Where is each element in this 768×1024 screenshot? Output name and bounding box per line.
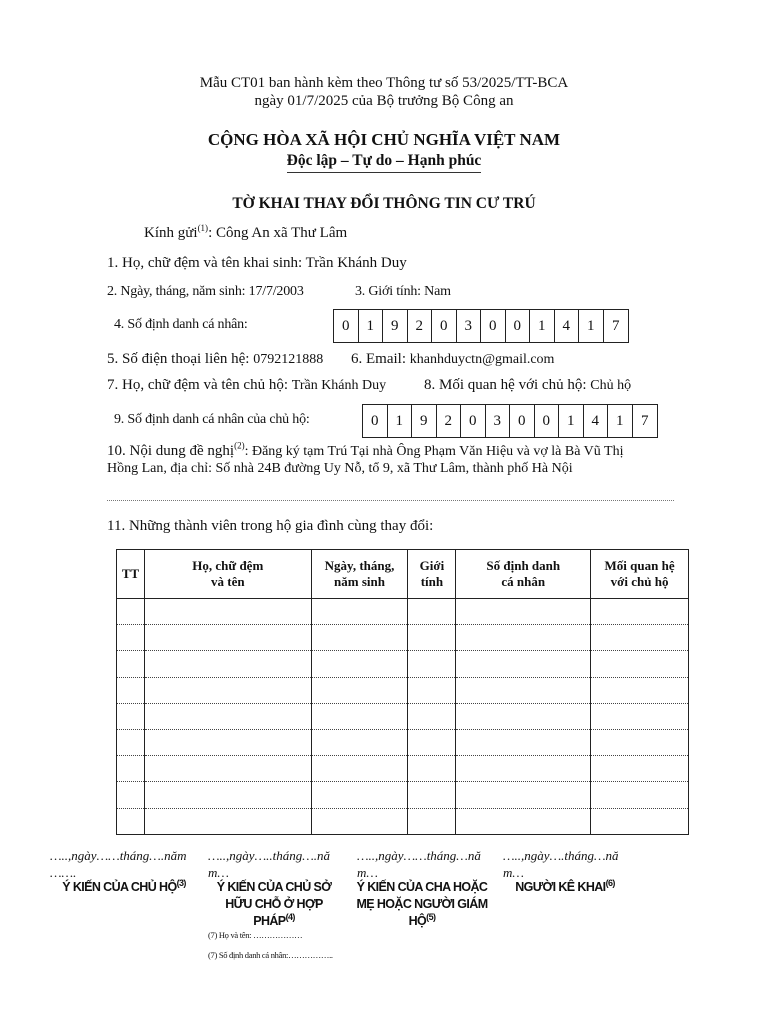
field-phone-value: 0792121888 bbox=[253, 352, 324, 367]
table-cell bbox=[117, 729, 145, 755]
table-cell bbox=[408, 782, 456, 808]
head-id-digit: 0 bbox=[461, 405, 486, 437]
field-request bbox=[107, 442, 623, 460]
table-cell bbox=[144, 599, 311, 625]
id-digit: 2 bbox=[408, 310, 433, 342]
table-cell bbox=[591, 729, 689, 755]
head-id-digit: 0 bbox=[510, 405, 535, 437]
table-cell bbox=[117, 599, 145, 625]
table-row bbox=[117, 651, 689, 677]
head-id-digit: 9 bbox=[412, 405, 437, 437]
head-id-digit: 0 bbox=[535, 405, 560, 437]
table-cell bbox=[311, 651, 408, 677]
table-cell bbox=[144, 782, 311, 808]
table-cell bbox=[591, 703, 689, 729]
field-head-id-label: 9. Số định danh cá nhân của chủ hộ: bbox=[114, 412, 310, 427]
field-id-digits bbox=[333, 309, 629, 343]
motto-wrap bbox=[0, 152, 768, 170]
head-id-digit: 1 bbox=[388, 405, 413, 437]
table-cell bbox=[591, 625, 689, 651]
field-email bbox=[351, 351, 554, 368]
field-request-footnote: (2) bbox=[234, 440, 245, 451]
field-members-label: 11. Những thành viên trong hộ gia đình cùng thay đổi: bbox=[107, 518, 434, 534]
head-id-digit: 2 bbox=[437, 405, 462, 437]
table-cell bbox=[591, 599, 689, 625]
sig-household-head-date: …..,ngày……tháng….năm ……. bbox=[50, 848, 187, 880]
field-birth-name bbox=[107, 255, 407, 272]
table-cell bbox=[117, 677, 145, 703]
table-cell bbox=[456, 703, 591, 729]
field-id-label: 4. Số định danh cá nhân: bbox=[114, 317, 248, 332]
table-cell bbox=[456, 677, 591, 703]
id-digit: 0 bbox=[334, 310, 359, 342]
table-cell bbox=[311, 782, 408, 808]
table-cell bbox=[408, 703, 456, 729]
table-cell bbox=[591, 651, 689, 677]
table-cell bbox=[144, 625, 311, 651]
table-cell bbox=[456, 808, 591, 834]
table-cell bbox=[456, 651, 591, 677]
table-cell bbox=[311, 599, 408, 625]
sig-declarant-date: …..,ngày….tháng…nă m… bbox=[503, 848, 619, 880]
members-table bbox=[116, 549, 689, 835]
table-cell bbox=[456, 625, 591, 651]
table-cell bbox=[311, 625, 408, 651]
table-cell bbox=[311, 808, 408, 834]
table-cell bbox=[408, 625, 456, 651]
field-email-label: 6. Email: bbox=[351, 351, 410, 367]
id-digit: 7 bbox=[612, 317, 620, 334]
recipient-value: : Công An xã Thư Lâm bbox=[208, 225, 348, 241]
table-cell bbox=[144, 756, 311, 782]
field-request-label: 10. Nội dung đề nghị bbox=[107, 443, 235, 459]
table-cell bbox=[117, 808, 145, 834]
document-title: TỜ KHAI THAY ĐỔI THÔNG TIN CƯ TRÚ bbox=[232, 195, 536, 212]
field-birth-name-value: Trần Khánh Duy bbox=[305, 255, 407, 271]
form-note-2: ngày 01/7/2025 của Bộ trưởng Bộ Công an bbox=[254, 93, 514, 109]
table-row bbox=[117, 677, 689, 703]
field-gender-value: Nam bbox=[424, 284, 451, 299]
table-cell bbox=[591, 808, 689, 834]
table-row bbox=[117, 756, 689, 782]
table-row bbox=[117, 599, 689, 625]
sig-owner-note-name: (7) Họ và tên: ……………… bbox=[208, 930, 303, 940]
table-cell bbox=[144, 808, 311, 834]
table-cell bbox=[591, 782, 689, 808]
field-dob bbox=[107, 284, 304, 300]
sig-owner-date: …..,ngày…..tháng….nă m… bbox=[208, 848, 331, 880]
field-phone bbox=[107, 351, 323, 368]
table-cell bbox=[144, 729, 311, 755]
field-relationship-label: 8. Mối quan hệ với chủ hộ: bbox=[424, 377, 591, 393]
field-household-head-label: 7. Họ, chữ đệm và tên chủ hộ: bbox=[107, 377, 292, 393]
nation-title: CỘNG HÒA XÃ HỘI CHỦ NGHĨA VIỆT NAM bbox=[207, 130, 561, 149]
table-cell bbox=[117, 651, 145, 677]
recipient-line bbox=[144, 225, 347, 242]
field-gender bbox=[355, 284, 451, 300]
id-digit: 0 bbox=[432, 310, 457, 342]
table-cell bbox=[591, 677, 689, 703]
head-id-digit: 1 bbox=[608, 405, 633, 437]
head-id-digit: 0 bbox=[363, 405, 388, 437]
head-id-digit: 3 bbox=[486, 405, 511, 437]
table-cell bbox=[117, 625, 145, 651]
id-digit: 1 bbox=[579, 310, 604, 342]
form-note-1: Mẫu CT01 ban hành kèm theo Thông tư số 53/2025/TT-BCA bbox=[199, 75, 569, 91]
table-cell bbox=[311, 729, 408, 755]
field-gender-label: 3. Giới tính: bbox=[355, 284, 425, 299]
table-cell bbox=[311, 703, 408, 729]
field-relationship bbox=[424, 377, 631, 394]
field-relationship-value: Chủ hộ bbox=[590, 378, 632, 393]
table-cell bbox=[408, 599, 456, 625]
field-email-value: khanhduyctn@gmail.com bbox=[409, 352, 555, 367]
id-digit: 9 bbox=[383, 310, 408, 342]
table-row bbox=[117, 782, 689, 808]
head-id-digit: 1 bbox=[559, 405, 584, 437]
table-row bbox=[117, 703, 689, 729]
id-digit: 3 bbox=[457, 310, 482, 342]
table-cell bbox=[144, 651, 311, 677]
sig-guardian-date: …..,ngày……tháng…nă m… bbox=[357, 848, 481, 880]
head-id-digit: 4 bbox=[584, 405, 609, 437]
field-request-value-2: Hồng Lan, địa chỉ: Số nhà 24B đường Uy Nỗ, tổ 9, xã Thư Lâm, thành phố Hà Nội bbox=[107, 461, 573, 476]
table-cell bbox=[408, 729, 456, 755]
col-header-index: TT bbox=[117, 550, 145, 599]
sig-owner-title: Ý KIẾN CỦA CHỦ SỞ HỮU CHỖ Ở HỢP PHÁP$^{(4)}$ bbox=[216, 880, 332, 928]
recipient-label: Kính gửi bbox=[144, 225, 198, 241]
table-row bbox=[117, 729, 689, 755]
recipient-footnote: (1) bbox=[197, 223, 209, 233]
table-cell bbox=[117, 782, 145, 808]
table-cell bbox=[456, 756, 591, 782]
head-id-digit: 7 bbox=[641, 412, 649, 429]
field-request-value-1: : Đăng ký tạm Trú Tại nhà Ông Phạm Văn Hiệu và vợ là Bà Vũ Thị bbox=[244, 444, 624, 459]
col-header-name: Họ, chữ đệm và tên bbox=[144, 550, 311, 599]
table-cell bbox=[408, 756, 456, 782]
id-digit: 0 bbox=[506, 310, 531, 342]
sig-owner-note-id: (7) Số định danh cá nhân:…………….. bbox=[208, 950, 333, 960]
table-cell bbox=[591, 756, 689, 782]
col-header-id: Số định danh cá nhân bbox=[456, 550, 591, 599]
col-header-dob: Ngày, tháng, năm sinh bbox=[311, 550, 408, 599]
field-dob-label: 2. Ngày, tháng, năm sinh: bbox=[107, 284, 249, 299]
table-cell bbox=[117, 703, 145, 729]
field-head-id-digits bbox=[362, 404, 658, 438]
table-cell bbox=[408, 651, 456, 677]
col-header-relationship: Mối quan hệ với chủ hộ bbox=[591, 550, 689, 599]
id-digit: 1 bbox=[530, 310, 555, 342]
motto: Độc lập – Tự do – Hạnh phúc bbox=[287, 152, 482, 173]
table-cell bbox=[456, 729, 591, 755]
table-cell bbox=[456, 782, 591, 808]
table-row bbox=[117, 625, 689, 651]
table-row bbox=[117, 808, 689, 834]
sig-household-head-title: Ý KIẾN CỦA CHỦ HỘ$^{(3)}$ bbox=[62, 877, 186, 894]
table-header-row bbox=[117, 550, 689, 599]
table-cell bbox=[144, 677, 311, 703]
field-phone-label: 5. Số điện thoại liên hệ: bbox=[107, 351, 254, 367]
id-digit: 1 bbox=[359, 310, 384, 342]
table-cell bbox=[311, 756, 408, 782]
id-digit: 4 bbox=[555, 310, 580, 342]
id-digit: 0 bbox=[481, 310, 506, 342]
field-household-head bbox=[107, 377, 386, 394]
field-household-head-value: Trần Khánh Duy bbox=[291, 378, 387, 393]
table-cell bbox=[408, 808, 456, 834]
field-dob-value: 17/7/2003 bbox=[248, 284, 304, 299]
col-header-gender: Giới tính bbox=[408, 550, 456, 599]
table-cell bbox=[408, 677, 456, 703]
table-cell bbox=[456, 599, 591, 625]
table-cell bbox=[311, 677, 408, 703]
sig-declarant-title: NGƯỜI KÊ KHAI$^{(6)}$ bbox=[515, 877, 615, 894]
table-cell bbox=[117, 756, 145, 782]
dotted-fill-line bbox=[107, 500, 674, 501]
table-cell bbox=[144, 703, 311, 729]
sig-guardian-title: Ý KIẾN CỦA CHA HOẶC MẸ HOẶC NGƯỜI GIÁM HỘ$^{(5)}$ bbox=[356, 880, 488, 928]
field-birth-name-label: 1. Họ, chữ đệm và tên khai sinh: bbox=[107, 255, 306, 271]
